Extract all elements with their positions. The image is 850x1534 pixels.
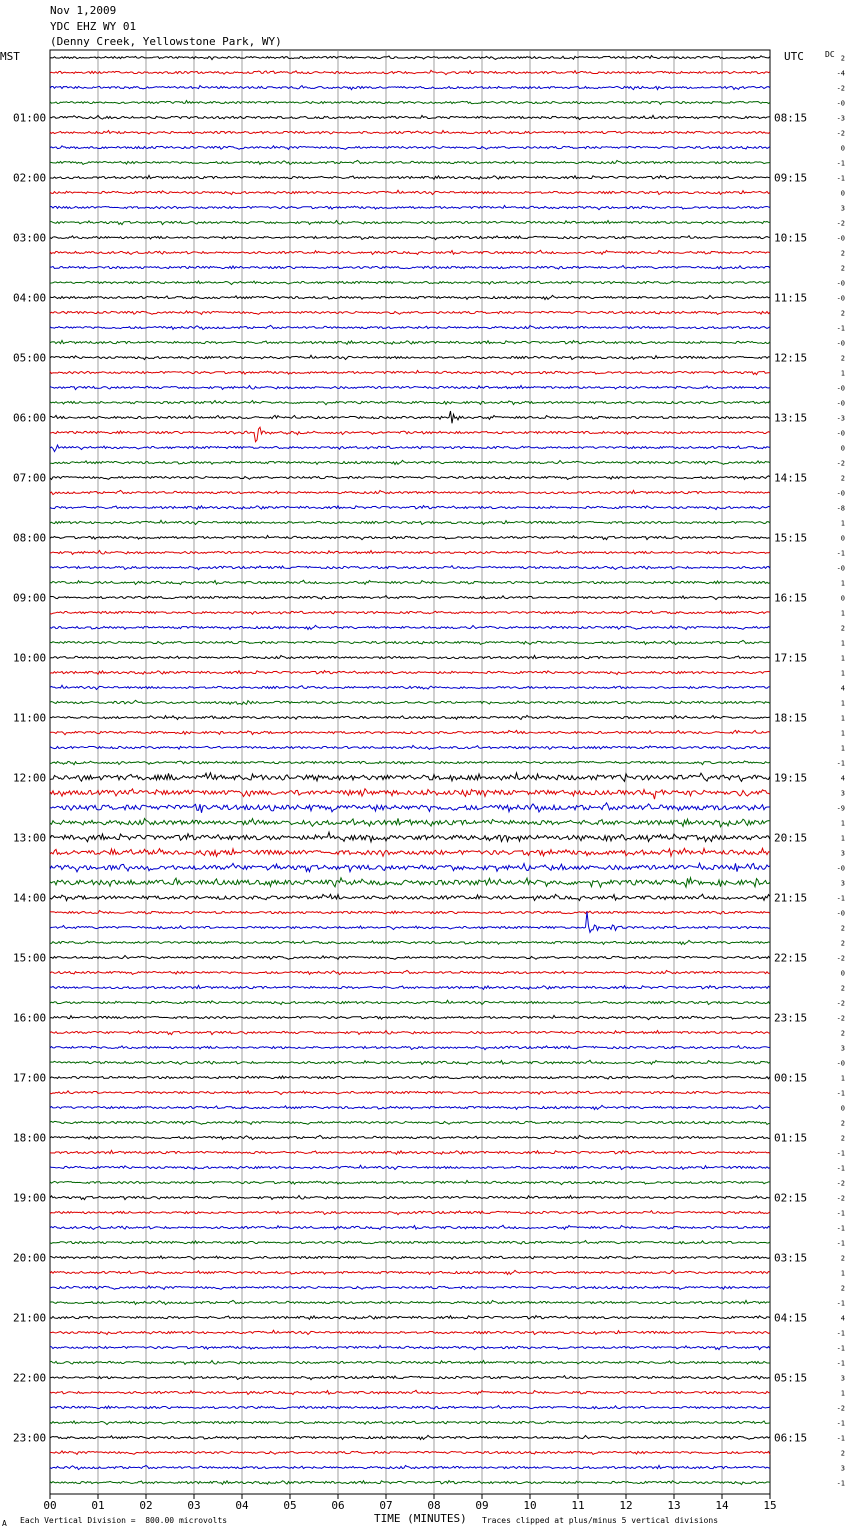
seismic-trace <box>50 1031 770 1035</box>
seismic-trace <box>50 878 770 888</box>
seismic-trace <box>50 715 770 719</box>
seismic-trace <box>50 1121 770 1125</box>
vertical-division-scale: Each Vertical Division = 800.00 microvolts <box>20 1516 228 1525</box>
x-tick-label: 14 <box>715 1499 729 1512</box>
utc-hour-label: 22:15 <box>774 951 808 965</box>
x-axis-title: TIME (MINUTES) <box>374 1512 467 1525</box>
dc-offset-value: 1 <box>840 1389 845 1398</box>
x-tick-label: 09 <box>475 1499 489 1512</box>
dc-offset-value: 0 <box>840 594 845 603</box>
seismic-trace <box>50 789 770 799</box>
dc-offset-value: 3 <box>840 1044 845 1053</box>
mst-hour-label: 13:00 <box>13 831 47 845</box>
seismic-trace <box>50 1060 770 1064</box>
mst-hour-label: 07:00 <box>13 471 47 485</box>
dc-offset-value: 2 <box>840 924 845 933</box>
mst-hour-label: 12:00 <box>13 771 47 785</box>
dc-offset-value: -1 <box>836 1359 845 1368</box>
dc-column-label: DC <box>825 50 835 59</box>
location-label: (Denny Creek, Yellowstone Park, WY) <box>50 35 282 48</box>
seismic-trace <box>50 427 770 441</box>
clipping-note: Traces clipped at plus/minus 5 vertical divisions <box>482 1516 719 1525</box>
dc-offset-value: 1 <box>840 819 845 828</box>
dc-offset-value: -2 <box>836 129 845 138</box>
x-tick-label: 05 <box>283 1499 297 1512</box>
dc-offset-value: -1 <box>836 1164 845 1173</box>
seismic-trace <box>50 580 770 584</box>
date-label: Nov 1,2009 <box>50 4 117 17</box>
mst-hour-label: 15:00 <box>13 951 47 965</box>
x-tick-label: 06 <box>331 1499 345 1512</box>
seismic-trace <box>50 355 770 359</box>
dc-offset-value: -1 <box>836 1224 845 1233</box>
utc-hour-label: 21:15 <box>774 891 808 905</box>
seismic-trace <box>50 596 770 600</box>
dc-offset-value: 1 <box>840 609 845 618</box>
seismic-trace <box>50 1300 770 1304</box>
mst-hour-label: 17:00 <box>13 1071 47 1085</box>
seismic-trace <box>50 956 770 960</box>
dc-offset-value: -0 <box>836 294 845 303</box>
utc-hour-label: 23:15 <box>774 1011 808 1025</box>
utc-hour-label: 09:15 <box>774 171 808 185</box>
timezone-right-label: UTC <box>784 50 804 63</box>
seismic-trace <box>50 86 770 90</box>
utc-hour-label: 11:15 <box>774 291 808 305</box>
x-tick-label: 02 <box>139 1499 153 1512</box>
seismic-trace <box>50 1451 770 1455</box>
dc-offset-value: 2 <box>840 249 845 258</box>
seismic-trace <box>50 1361 770 1365</box>
dc-offset-value: -1 <box>836 174 845 183</box>
dc-offset-value: -0 <box>836 909 845 918</box>
seismic-trace <box>50 985 770 989</box>
x-tick-label: 13 <box>667 1499 681 1512</box>
dc-offset-value: 2 <box>840 1254 845 1263</box>
dc-offset-value: -4 <box>836 69 845 78</box>
dc-offset-value: 1 <box>840 1269 845 1278</box>
seismic-trace <box>50 205 770 209</box>
seismic-trace <box>50 970 770 974</box>
dc-offset-value: -0 <box>836 1059 845 1068</box>
utc-hour-label: 17:15 <box>774 651 808 665</box>
seismic-trace <box>50 115 770 119</box>
mst-hour-label: 16:00 <box>13 1011 47 1025</box>
seismic-trace <box>50 566 770 570</box>
dc-offset-value: 3 <box>840 1464 845 1473</box>
dc-offset-value: -0 <box>836 864 845 873</box>
station-label: YDC EHZ WY 01 <box>50 20 137 33</box>
dc-offset-value: -1 <box>836 1344 845 1353</box>
dc-offset-value: -0 <box>836 489 845 498</box>
utc-hour-label: 14:15 <box>774 471 808 485</box>
seismic-trace <box>50 460 770 464</box>
dc-offset-value: -0 <box>836 234 845 243</box>
seismic-trace <box>50 1000 770 1004</box>
dc-offset-value: 2 <box>840 624 845 633</box>
seismic-trace <box>50 911 770 914</box>
dc-offset-value: 3 <box>840 204 845 213</box>
dc-offset-value: 2 <box>840 54 845 63</box>
utc-hour-label: 18:15 <box>774 711 808 725</box>
seismic-trace <box>50 1345 770 1349</box>
dc-offset-value: 2 <box>840 354 845 363</box>
seismic-trace <box>50 640 770 644</box>
dc-offset-value: -2 <box>836 219 845 228</box>
dc-offset-value: -1 <box>836 159 845 168</box>
dc-offset-value: 0 <box>840 189 845 198</box>
seismic-trace <box>50 894 770 900</box>
seismic-trace <box>50 266 770 269</box>
utc-hour-label: 00:15 <box>774 1071 808 1085</box>
seismic-trace <box>50 551 770 555</box>
seismic-trace <box>50 1481 770 1485</box>
dc-offset-value: -1 <box>836 1209 845 1218</box>
seismic-trace <box>50 370 770 374</box>
seismic-trace <box>50 520 770 524</box>
dc-offset-value: 4 <box>840 684 845 693</box>
dc-offset-value: 2 <box>840 1029 845 1038</box>
seismic-trace <box>50 1256 770 1260</box>
dc-offset-value: -1 <box>836 1239 845 1248</box>
seismic-trace <box>50 1376 770 1380</box>
seismic-trace <box>50 745 770 749</box>
dc-offset-value: -2 <box>836 1194 845 1203</box>
seismic-trace <box>50 146 770 150</box>
utc-hour-label: 19:15 <box>774 771 808 785</box>
seismic-trace <box>50 1421 770 1425</box>
seismic-trace <box>50 1270 770 1274</box>
dc-offset-value: 1 <box>840 699 845 708</box>
mst-hour-label: 11:00 <box>13 711 47 725</box>
seismic-trace <box>50 101 770 105</box>
seismic-trace <box>50 1316 770 1320</box>
seismic-trace <box>50 1241 770 1244</box>
seismic-trace <box>50 611 770 614</box>
dc-offset-value: -1 <box>836 324 845 333</box>
seismic-trace <box>50 70 770 74</box>
seismic-trace <box>50 685 770 689</box>
seismic-trace <box>50 340 770 344</box>
utc-hour-label: 03:15 <box>774 1251 808 1265</box>
seismic-trace <box>50 655 770 658</box>
seismic-trace <box>50 730 770 734</box>
dc-offset-value: -1 <box>836 1419 845 1428</box>
seismic-trace <box>50 773 770 782</box>
seismic-trace <box>50 325 770 329</box>
dc-offset-value: -2 <box>836 84 845 93</box>
utc-hour-label: 20:15 <box>774 831 808 845</box>
dc-offset-value: 0 <box>840 969 845 978</box>
dc-offset-value: 3 <box>840 1374 845 1383</box>
mst-hour-label: 10:00 <box>13 651 47 665</box>
dc-offset-value: -1 <box>836 759 845 768</box>
seismic-trace <box>50 445 770 452</box>
seismic-trace <box>50 832 770 842</box>
mst-hour-label: 20:00 <box>13 1251 47 1265</box>
dc-offset-value: 1 <box>840 639 845 648</box>
seismic-trace <box>50 1465 770 1469</box>
dc-offset-value: -0 <box>836 339 845 348</box>
dc-offset-value: -0 <box>836 399 845 408</box>
mst-hour-label: 21:00 <box>13 1311 47 1325</box>
dc-offset-value: -2 <box>836 1014 845 1023</box>
dc-offset-value: 0 <box>840 444 845 453</box>
seismic-trace <box>50 56 770 60</box>
x-tick-label: 11 <box>571 1499 585 1512</box>
seismic-trace <box>50 130 770 134</box>
seismic-trace <box>50 1150 770 1154</box>
dc-offset-value: -9 <box>836 804 845 813</box>
seismic-trace <box>50 1286 770 1290</box>
seismic-trace <box>50 1390 770 1394</box>
dc-offset-value: 1 <box>840 369 845 378</box>
seismic-trace <box>50 236 770 240</box>
seismic-trace <box>50 281 770 285</box>
seismic-trace <box>50 411 770 423</box>
utc-hour-label: 16:15 <box>774 591 808 605</box>
dc-offset-value: 2 <box>840 1449 845 1458</box>
dc-offset-value: 1 <box>840 834 845 843</box>
dc-offset-value: -1 <box>836 1149 845 1158</box>
utc-hour-label: 15:15 <box>774 531 808 545</box>
seismic-trace <box>50 1076 770 1079</box>
seismic-trace <box>50 863 770 872</box>
seismic-trace <box>50 912 770 933</box>
mst-hour-label: 01:00 <box>13 111 47 125</box>
footer-mark: A <box>2 1519 7 1528</box>
seismic-trace <box>50 1406 770 1409</box>
x-tick-label: 03 <box>187 1499 201 1512</box>
mst-hour-label: 08:00 <box>13 531 47 545</box>
dc-offset-value: -2 <box>836 954 845 963</box>
seismic-trace <box>50 386 770 390</box>
seismic-trace <box>50 1015 770 1019</box>
dc-offset-value: 1 <box>840 714 845 723</box>
dc-offset-value: 0 <box>840 534 845 543</box>
dc-offset-value: 1 <box>840 519 845 528</box>
seismic-trace <box>50 1165 770 1169</box>
dc-offset-value: -2 <box>836 1179 845 1188</box>
dc-offset-value: -1 <box>836 894 845 903</box>
dc-offset-value: 1 <box>840 1074 845 1083</box>
utc-hour-label: 12:15 <box>774 351 808 365</box>
mst-hour-label: 09:00 <box>13 591 47 605</box>
seismic-trace <box>50 506 770 510</box>
x-tick-label: 01 <box>91 1499 105 1512</box>
seismic-trace <box>50 476 770 480</box>
seismic-trace <box>50 1196 770 1200</box>
mst-hour-label: 04:00 <box>13 291 47 305</box>
mst-hour-label: 06:00 <box>13 411 47 425</box>
x-tick-label: 08 <box>427 1499 441 1512</box>
seismic-trace <box>50 940 770 944</box>
seismic-trace <box>50 1091 770 1095</box>
seismic-trace <box>50 1046 770 1050</box>
seismic-trace <box>50 175 770 179</box>
dc-offset-value: 1 <box>840 669 845 678</box>
mst-hour-label: 03:00 <box>13 231 47 245</box>
dc-offset-value: -8 <box>836 504 845 513</box>
dc-offset-value: 2 <box>840 474 845 483</box>
dc-offset-value: 4 <box>840 774 845 783</box>
mst-hour-label: 02:00 <box>13 171 47 185</box>
dc-offset-value: 1 <box>840 579 845 588</box>
seismic-trace <box>50 160 770 164</box>
seismic-trace <box>50 1211 770 1215</box>
dc-offset-value: 2 <box>840 939 845 948</box>
dc-offset-value: 3 <box>840 849 845 858</box>
mst-hour-label: 05:00 <box>13 351 47 365</box>
seismic-trace <box>50 818 770 826</box>
dc-offset-value: 3 <box>840 879 845 888</box>
mst-hour-label: 23:00 <box>13 1431 47 1445</box>
x-tick-label: 10 <box>523 1499 537 1512</box>
dc-offset-value: -2 <box>836 1404 845 1413</box>
x-tick-label: 12 <box>619 1499 633 1512</box>
seismic-trace <box>50 700 770 704</box>
seismic-trace <box>50 1435 770 1439</box>
seismic-trace <box>50 535 770 539</box>
seismic-trace <box>50 295 770 299</box>
dc-offset-value: -0 <box>836 99 845 108</box>
dc-offset-value: 1 <box>840 654 845 663</box>
seismic-trace <box>50 1105 770 1109</box>
seismic-trace <box>50 803 770 813</box>
dc-offset-value: 1 <box>840 744 845 753</box>
dc-offset-value: 2 <box>840 984 845 993</box>
timezone-left-label: MST <box>0 50 20 63</box>
dc-offset-value: -1 <box>836 549 845 558</box>
seismic-trace <box>50 671 770 675</box>
dc-offset-value: -1 <box>836 1479 845 1488</box>
seismic-trace <box>50 221 770 225</box>
utc-hour-label: 08:15 <box>774 111 808 125</box>
dc-offset-value: 2 <box>840 1284 845 1293</box>
dc-offset-value: 3 <box>840 789 845 798</box>
dc-offset-value: -3 <box>836 114 845 123</box>
mst-hour-label: 14:00 <box>13 891 47 905</box>
x-tick-label: 04 <box>235 1499 249 1512</box>
dc-offset-value: 2 <box>840 1119 845 1128</box>
dc-offset-value: 2 <box>840 1134 845 1143</box>
dc-offset-value: 0 <box>840 144 845 153</box>
seismic-trace <box>50 1225 770 1229</box>
seismic-trace <box>50 1330 770 1334</box>
dc-offset-value: -0 <box>836 564 845 573</box>
dc-offset-value: -0 <box>836 429 845 438</box>
dc-offset-value: 2 <box>840 264 845 273</box>
seismic-trace <box>50 625 770 629</box>
x-tick-label: 00 <box>43 1499 57 1512</box>
dc-offset-value: 0 <box>840 1104 845 1113</box>
utc-hour-label: 13:15 <box>774 411 808 425</box>
seismic-trace <box>50 250 770 254</box>
dc-offset-value: -2 <box>836 459 845 468</box>
seismic-trace <box>50 490 770 494</box>
dc-offset-value: -1 <box>836 1434 845 1443</box>
dc-offset-value: 4 <box>840 1314 845 1323</box>
mst-hour-label: 18:00 <box>13 1131 47 1145</box>
axis-labels <box>13 55 845 1513</box>
x-tick-label: 15 <box>763 1499 777 1512</box>
seismic-trace <box>50 400 770 404</box>
dc-offset-value: -0 <box>836 384 845 393</box>
utc-hour-label: 04:15 <box>774 1311 808 1325</box>
seismic-trace <box>50 1135 770 1139</box>
seismic-traces <box>50 56 770 1485</box>
seismic-trace <box>50 761 770 765</box>
seismic-trace <box>50 1180 770 1184</box>
utc-hour-label: 02:15 <box>774 1191 808 1205</box>
dc-offset-value: -3 <box>836 414 845 423</box>
dc-offset-value: -0 <box>836 279 845 288</box>
dc-offset-value: -1 <box>836 1299 845 1308</box>
x-tick-label: 07 <box>379 1499 393 1512</box>
dc-offset-value: -2 <box>836 999 845 1008</box>
dc-offset-value: 2 <box>840 309 845 318</box>
mst-hour-label: 22:00 <box>13 1371 47 1385</box>
seismic-trace <box>50 190 770 194</box>
seismic-trace <box>50 311 770 315</box>
mst-hour-label: 19:00 <box>13 1191 47 1205</box>
dc-offset-value: -1 <box>836 1089 845 1098</box>
utc-hour-label: 10:15 <box>774 231 808 245</box>
utc-hour-label: 05:15 <box>774 1371 808 1385</box>
seismic-trace <box>50 848 770 856</box>
dc-offset-value: -1 <box>836 1329 845 1338</box>
dc-offset-value: 1 <box>840 729 845 738</box>
utc-hour-label: 01:15 <box>774 1131 808 1145</box>
utc-hour-label: 06:15 <box>774 1431 808 1445</box>
